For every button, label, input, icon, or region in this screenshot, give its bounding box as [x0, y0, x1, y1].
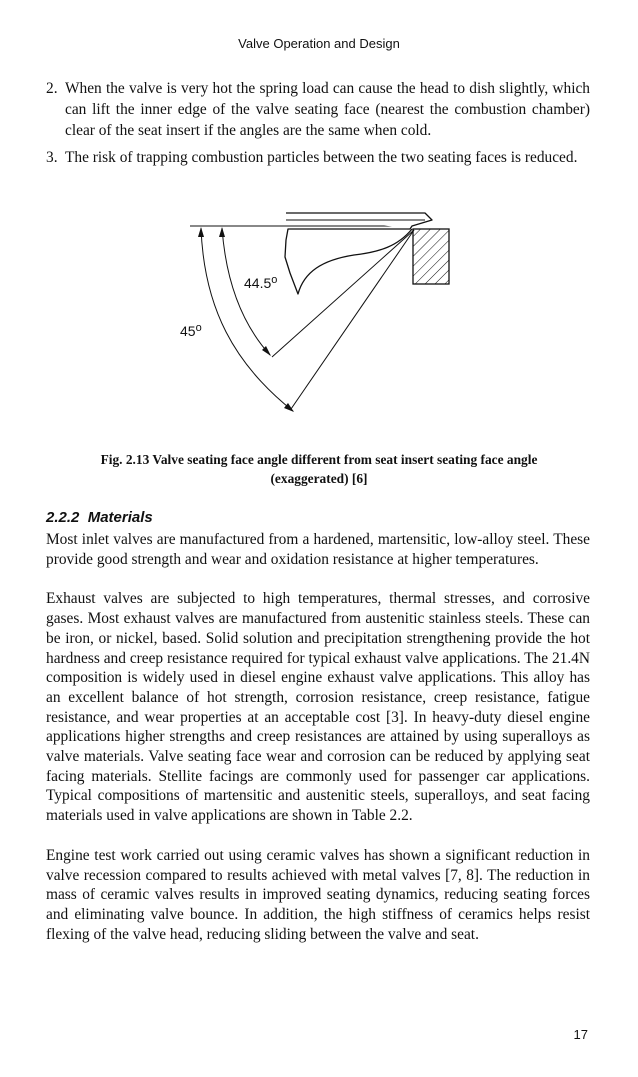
angle-label-45: 45$^o$ [180, 322, 202, 339]
seat-insert [413, 229, 449, 284]
caption-line: (exaggerated) [6] [270, 471, 368, 486]
arrowhead [198, 227, 204, 237]
list-item-text: When the valve is very hot the spring load can cause the head to dish slightly, which can lift the inner edge of the valve seating face (nearest the combustion chamber) clear of the seat insert if the angles are the same when cold. [65, 80, 590, 139]
arc-44-5 [222, 228, 270, 355]
angle-label-44-5: 44.5$^o$ [244, 274, 278, 291]
section-number: 2.2.2 [46, 509, 80, 526]
page-number: 17 [573, 1027, 588, 1042]
paragraph: Most inlet valves are manufactured from a hardened, martensitic, low-alloy steel. These provide good strength and wear and oxidation resistance at higher temperatures. [46, 531, 590, 568]
body-text [46, 530, 590, 964]
arrowhead [219, 227, 225, 237]
list-item [46, 78, 590, 141]
figure-caption [60, 450, 578, 488]
list-item-number: 2. [46, 80, 58, 97]
list-item-number: 3. [46, 149, 58, 166]
valve-head [285, 213, 432, 294]
numbered-list [46, 78, 590, 174]
section-title: Materials [87, 509, 153, 526]
list-item [46, 147, 590, 168]
paragraph: Exhaust valves are subjected to high temperatures, thermal stresses, and corrosive gases. Most exhaust valves are manufactured from austenitic stainless steels. These can be iron, or nickel, based. Solid solution and precipitation strengthening provide the hot hardness and creep resistance required for typical exhaust valve applications. The 21.4N composition is widely used in diesel engine exhaust valve applications. This alloy has an excellent balance of hot strength, corrosion resistance, creep resistance, fatigue resistance, and wear properties at an acceptable cost [3]. In heavy-duty diesel engine applications higher strengths and creep resistances are attained by using superalloys as valve materials. Valve seating face wear and corrosion can be reduced by applying seat facing materials. Stellite facings are commonly used for passenger car applications. Typical compositions of martensitic and austenitic steels, superalloys, and seat facing materials used in valve applications are shown in Table 2.2. [46, 590, 590, 825]
list-item-text: The risk of trapping combustion particles between the two seating faces is reduced. [65, 149, 578, 166]
valve-seat-diagram [180, 202, 450, 430]
caption-line: Fig. 2.13 Valve seating face angle different from seat insert seating face angle [100, 452, 538, 467]
valve-seat-figure [180, 202, 450, 430]
arc-45 [201, 228, 293, 411]
section-heading [46, 509, 153, 526]
running-head: Valve Operation and Design [238, 36, 400, 51]
paragraph: Engine test work carried out using ceramic valves has shown a significant reduction in valve recession compared to results achieved with metal valves [7, 8]. The reduction in mass of ceramic valves results in improved seating dynamics, reducing seating forces and eliminating valve bounce. In addition, the high stiffness of ceramics helps resist flexing of the valve head, reducing sliding between the valve and seat. [46, 846, 590, 943]
